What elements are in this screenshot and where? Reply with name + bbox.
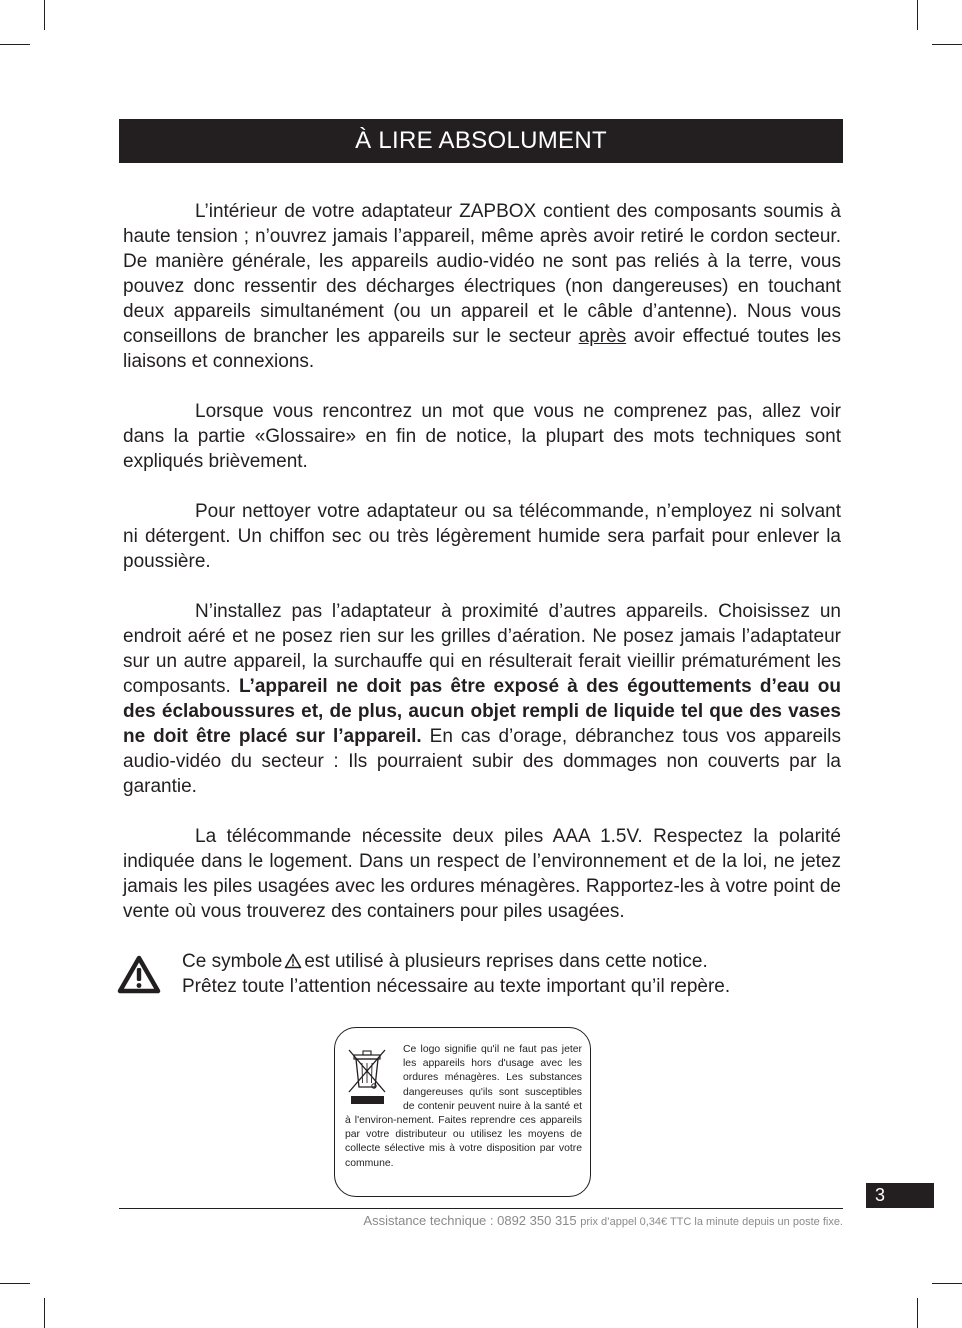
warning-triangle-icon	[284, 953, 302, 969]
paragraph-cleaning	[123, 499, 841, 574]
warning-triangle-icon	[117, 955, 161, 995]
warning-line-1: Ce symbole est utilisé à plusieurs reprises dans cette notice.	[182, 951, 708, 972]
warning-note	[182, 949, 842, 999]
paragraph-installation	[123, 599, 841, 799]
paragraph-safety	[123, 199, 841, 374]
paragraph-glossary	[123, 399, 841, 474]
support-line: Assistance technique : 0892 350 315	[363, 1213, 577, 1228]
crop-mark	[932, 1283, 962, 1284]
paragraph-text: Lorsque vous rencontrez un mot que vous ne comprenez pas, allez voir dans la partie «Glossaire» en fin de notice, la plupart des mots techniques sont expliqués brièvement.	[123, 401, 841, 472]
underlined-word: après	[578, 326, 627, 347]
paragraph-text: Pour nettoyer votre adaptateur ou sa télécommande, n’employez ni solvant ni détergent. Un chiffon sec ou très légèrement humide sera parfait pour enlever la poussière.	[123, 501, 841, 572]
footer	[119, 1213, 843, 1230]
crop-mark	[932, 44, 962, 45]
paragraph-text: avoir effectué toutes les liaisons et connexions.	[123, 326, 842, 372]
crop-mark	[44, 1298, 45, 1328]
footer-divider	[119, 1208, 843, 1209]
bold-warning-text: L’appareil ne doit pas être exposé à des égouttements d’eau ou des éclaboussures et, de plus, aucun objet rempli de liquide tel que des vases ne doit être placé sur l’appareil.	[123, 676, 842, 747]
crop-mark	[44, 0, 45, 30]
call-price-note: prix d’appel 0,34€ TTC la minute depuis un poste fixe.	[580, 1216, 843, 1228]
paragraph-text: N’installez pas l’adaptateur à proximité d’autres appareils. Choisissez un endroit aéré et ne posez rien sur les grilles d’aération. Ne posez jamais l’adaptateur sur un autre appareil, la surchauffe qui en résulterait ferait vieillir prématurément les composants.	[123, 601, 841, 697]
crop-mark	[0, 44, 30, 45]
weee-notice-text: Ce logo signifie qu'il ne faut pas jeter les appareils hors d'usage avec les ordures ménagères. Les substances dangereuses qu'ils sont susceptibles de contenir peuvent nuire à la santé et à l'environ-nement. Faites reprendre ces appareils par votre distributeur ou utilisez les moyens de collecte sélective mis à votre disposition par votre commune.	[345, 1044, 582, 1169]
warning-line-2: Prêtez toute l’attention nécessaire au texte important qu’il repère.	[182, 976, 731, 997]
section-header	[119, 119, 843, 163]
paragraph-batteries	[123, 824, 841, 924]
paragraph-text: La télécommande nécessite deux piles AAA 1.5V. Respectez la polarité indiquée dans le logement. Dans un respect de l’environnement et de la loi, ne jetez jamais les piles usagées avec les ordures ménagères. Rapportez-les à votre point de vente où vous trouverez des containers pour piles usagées.	[123, 826, 841, 922]
crop-mark	[917, 0, 918, 30]
paragraph-text: En cas d’orage, débranchez tous vos appareils audio-vidéo du secteur : Ils pourraient subir des dommages non couverts par la garantie.	[123, 726, 841, 797]
paragraph-text: L’intérieur de votre adaptateur ZAPBOX contient des composants soumis à haute tension ; n’ouvrez jamais l’appareil, même après avoir retiré le cordon secteur. De manière générale, les appareils audio-vidéo ne sont pas reliés à la terre, vous pouvez donc ressentir des décharges électriques (non dangereuses) en touchant deux appareils simultanément (ou un appareil et le câble d’antenne). Nous vous conseillons de brancher les appareils sur le secteur	[123, 201, 841, 347]
crop-mark	[0, 1283, 30, 1284]
page-number: 3	[866, 1183, 934, 1208]
section-title: À LIRE ABSOLUMENT	[355, 127, 607, 154]
crop-mark	[917, 1298, 918, 1328]
